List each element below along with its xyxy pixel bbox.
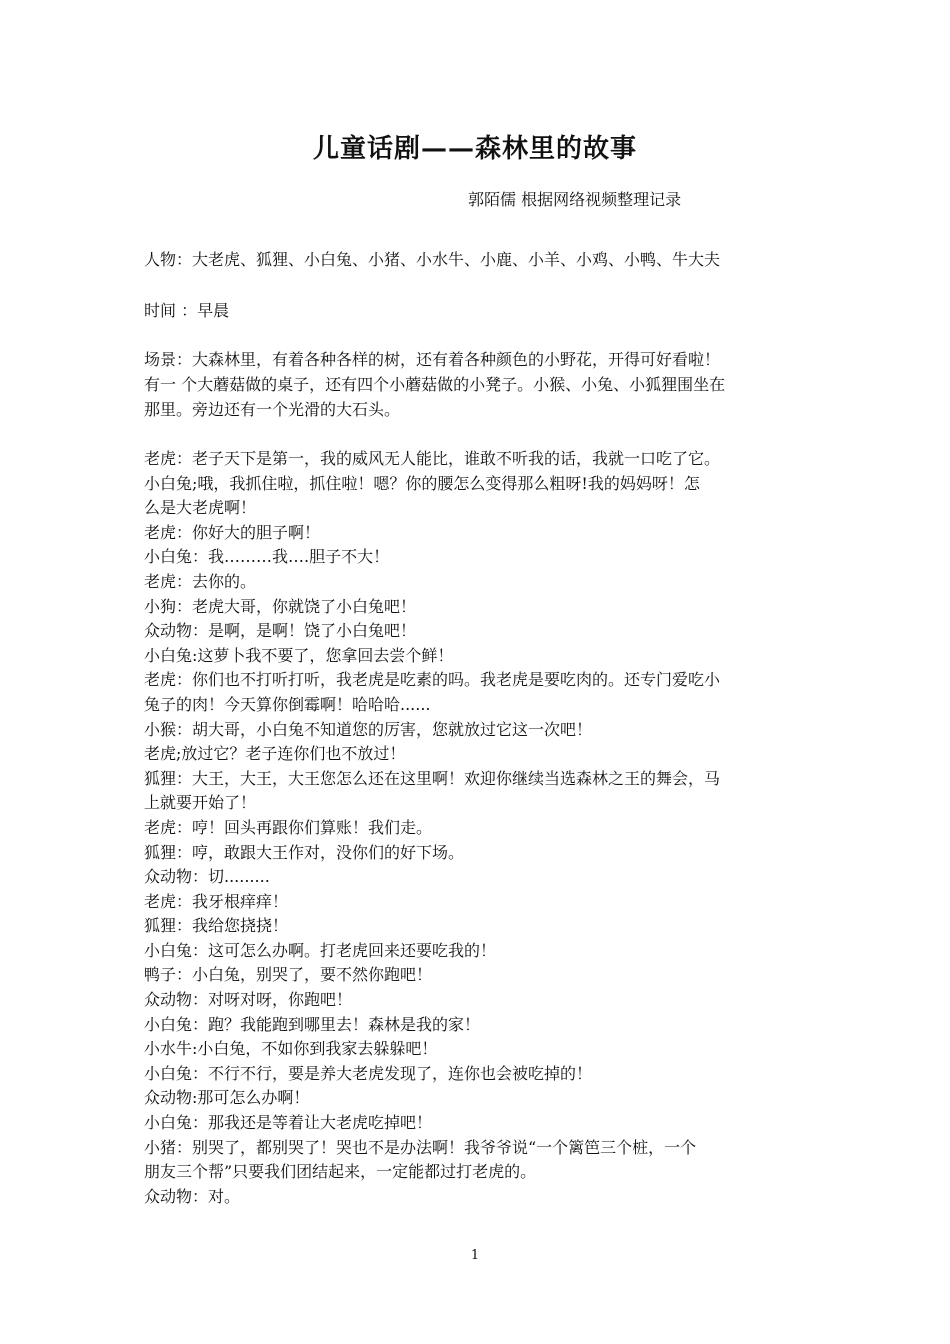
- dialogue-line: 小白兔：不行不行，要是养大老虎发现了，连你也会被吃掉的！: [144, 1063, 593, 1083]
- document-title: 儿童话剧——森林里的故事: [312, 134, 637, 164]
- dialogue-line: 狐狸：大王，大王，大王您怎么还在这里啊！欢迎你继续当选森林之王的舞会，马: [144, 768, 721, 788]
- dialogue-line: 老虎;放过它？老子连你们也不放过！: [144, 744, 406, 764]
- dialogue-line: 众动物:那可怎么办啊！: [144, 1088, 310, 1108]
- dialogue-line: 小白兔：那我还是等着让大老虎吃掉吧！: [144, 1113, 433, 1133]
- dialogue-line: 众动物：对。: [144, 1186, 241, 1206]
- dialogue-line: 老虎：你们也不打听打听，我老虎是吃素的吗。我老虎是要吃肉的。还专门爱吃小: [144, 670, 721, 690]
- dialogue-line: 小猪：别哭了，都别哭了！哭也不是办法啊！我爷爷说“一个篱笆三个桩，一个: [144, 1137, 697, 1157]
- scene-line: 场景：大森林里，有着各种各样的树，还有着各种颜色的小野花，开得可好看啦！: [144, 350, 721, 369]
- dialogue-line: 小狗：老虎大哥，你就饶了小白兔吧！: [144, 596, 417, 616]
- dialogue-line: 鸭子：小白兔，别哭了，要不然你跑吧！: [144, 965, 433, 985]
- dialogue-line: 众动物：切.........: [144, 867, 270, 887]
- page-number: 1: [470, 1248, 480, 1263]
- dialogue-line: 小白兔;哦，我抓住啦，抓住啦！嗯？你的腰怎么变得那么粗呀!我的妈妈呀！怎: [144, 473, 700, 493]
- time-line: 时间 ：早晨: [144, 301, 230, 320]
- dialogue-line: 小白兔:这萝卜我不要了，您拿回去尝个鲜！: [144, 645, 454, 665]
- dialogue-line: 朋友三个帮”只要我们团结起来，一定能都过打老虎的。: [144, 1162, 537, 1182]
- dialogue-line: 老虎：去你的。: [144, 571, 257, 591]
- characters-line: 人物：大老虎、狐狸、小白兔、小猪、小水牛、小鹿、小羊、小鸡、小鸭、牛大夫: [144, 250, 721, 269]
- dialogue-line: 狐狸：哼，敢跟大王作对，没你们的好下场。: [144, 842, 465, 862]
- dialogue-line: 小水牛:小白兔，不如你到我家去躲躲吧！: [144, 1039, 438, 1059]
- author-line: 郭陌儒 根据网络视频整理记录: [468, 190, 682, 209]
- dialogue-line: 老虎：老子天下是第一，我的威风无人能比，谁敢不听我的话，我就一口吃了它。: [144, 449, 721, 468]
- dialogue-line: 小白兔：我………我….胆子不大！: [144, 547, 390, 567]
- dialogue-line: 老虎：我牙根痒痒！: [144, 891, 289, 911]
- dialogue-line: 小猴：胡大哥，小白兔不知道您的厉害，您就放过它这一次吧！: [144, 719, 593, 739]
- dialogue-line: 狐狸：我给您挠挠！: [144, 916, 289, 936]
- dialogue-line: 小白兔：这可怎么办啊。打老虎回来还要吃我的！: [144, 940, 497, 960]
- dialogue-line: 小白兔：跑？我能跑到哪里去！森林是我的家！: [144, 1014, 481, 1034]
- dialogue-block: [144, 447, 814, 1209]
- dialogue-line: 老虎：哼！回头再跟你们算账！我们走。: [144, 817, 433, 837]
- dialogue-line: 兔子的肉！今天算你倒霉啊！哈哈哈......: [144, 694, 431, 714]
- dialogue-line: 众动物：是啊，是啊！饶了小白兔吧！: [144, 621, 417, 641]
- scene-line: 那里。旁边还有一个光滑的大石头。: [144, 400, 401, 419]
- dialogue-line: 么是大老虎啊！: [144, 498, 257, 518]
- dialogue-line: 上就要开始了！: [144, 793, 257, 813]
- scene-description: [144, 347, 812, 422]
- dialogue-line: 老虎：你好大的胆子啊！: [144, 522, 321, 542]
- dialogue-line: 众动物：对呀对呀，你跑吧！: [144, 990, 353, 1010]
- scene-line: 有一 个大蘑菇做的桌子，还有四个小蘑菇做的小凳子。小猴、小兔、小狐狸围坐在: [144, 375, 726, 394]
